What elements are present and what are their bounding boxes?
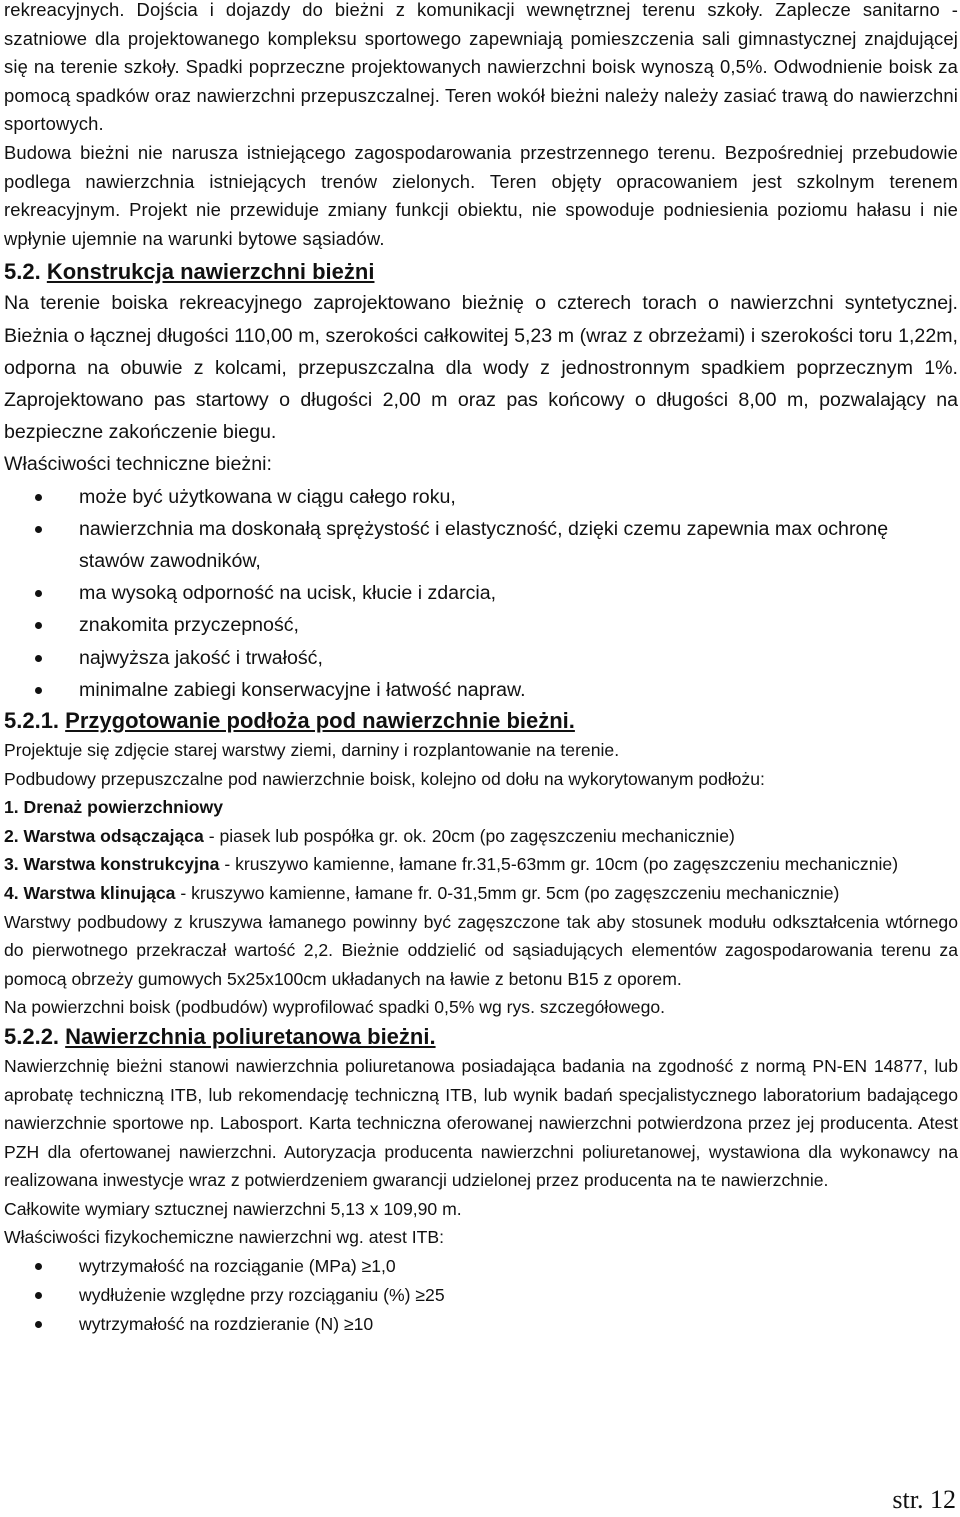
technical-properties-heading: Właściwości techniczne bieżni: [4,453,272,476]
intro-paragraph-1-tail: Odwodnienie boisk za pomocą spadków oraz nawierzchni przepuszczalnej. Teren wokół bieżni należy należy zasiać trawą do nawierzchni sportowych. [4,56,958,135]
list-item: minimalne zabiegi konserwacyjne i łatwość napraw. [4,674,958,706]
section-number: 5.2.1. [4,707,60,733]
section-number: 5.2. [4,259,41,285]
layer-label: 2. Warstwa odsączająca [4,825,204,846]
intro-paragraph-1-lead: rekreacyjnych. Dojścia i dojazdy do bieżni z komunikacji wewnętrznej terenu szkoły. Zaplecze sanitarno - szatniowe dla projektowanego kompleksu sportowego zapewniają pomieszczenia sali gimnastycznej znajdującej się na terenie szkoły. Spadki poprzeczne projektowanych nawierzchni boisk wynoszą 0,5%. [4,0,958,78]
section-title: Nawierzchnia poliuretanowa bieżni. [65,1023,436,1049]
layer-item [4,822,958,851]
section-5-2-heading [4,257,958,287]
list-item: wytrzymałość na rozciąganie (MPa) ≥1,0 [4,1252,958,1281]
physicochemical-properties-heading: Właściwości fizykochemiczne nawierzchni wg. atest ITB: [4,1227,444,1248]
list-item: ma wysoką odporność na ucisk, kłucie i zdarcia, [4,577,958,609]
intro-paragraph-2: Budowa bieżni nie narusza istniejącego zagospodarowania przestrzennego terenu. Bezpośredniej przebudowie podlega nawierzchnia istniejących trenów zielonych. Teren objęty opracowaniem jest szkolnym terenem rekreacyjnym. Projekt nie przewiduje zmiany funkcji obiektu, nie spowoduje podniesienia poziomu hałasu i nie wpłynie ujemnie na warunki bytowe sąsiadów. [4,141,958,249]
list-item: wytrzymałość na rozdzieranie (N) ≥10 [4,1310,958,1339]
physicochemical-properties-list [4,1252,958,1339]
section-title: Przygotowanie podłoża pod nawierzchnie bieżni. [65,707,575,733]
section-5-2-paragraph: Na terenie boiska rekreacyjnego zaprojektowano bieżnię o czterech torach o nawierzchni syntetycznej. Bieżnia o łącznej długości 110,00 m, szerokości całkowitej 5,23 m (wraz z obrzeżami) i szerokości toru 1,22m, odporna na obuwie z kolcami, przepuszczalna dla wody z jednostronnym spadkiem poprzecznym 1%. Zaprojektowano pas startowy o długości 2,00 m oraz pas końcowy o długości 8,00 m, pozwalający na bezpieczne zakończenie biegu. [4,292,958,444]
list-item: może być użytkowana w ciągu całego roku, [4,481,958,513]
section-5-2-2-paragraph-2: Całkowite wymiary sztucznej nawierzchni 5,13 x 109,90 m. [4,1198,462,1219]
section-5-2-2-paragraph-1: Nawierzchnię bieżni stanowi nawierzchnia poliuretanowa posiadająca badania na zgodność z normą PN-EN 14877, lub aprobatę techniczną ITB, lub rekomendację techniczną ITB, lub wynik badań specjalistycznego laboratorium badającego nawierzchnie sportowe np. Labosport. Karta techniczna oferowanej nawierzchni potwierdzona przez jej producenta. Atest PZH dla ofertowanej nawierzchni. Autoryzacja producenta nawierzchni poliuretanowej, wystawiona dla wykonawcy na realizowana inwestycje wraz z potwierdzeniem gwarancji udzielonej przez producenta na te nawierzchnie. [4,1055,958,1191]
layer-label: 3. Warstwa konstrukcyjna [4,854,220,875]
page-number: str. 12 [892,1485,956,1514]
layer-description: - kruszywo kamienne, łamane fr. 0-31,5mm gr. 5cm (po zagęszczeniu mechanicznie) [175,882,840,903]
technical-properties-list [4,481,958,706]
section-5-2-1-paragraph-2: Na powierzchni boisk (podbudów) wyprofilować spadki 0,5% wg rys. szczegółowego. [4,997,666,1018]
section-5-2-1-line-2: Podbudowy przepuszczalne pod nawierzchnie boisk, kolejno od dołu na wykorytowanym podłożu: [4,768,765,789]
layer-item [4,793,958,822]
list-item: nawierzchnia ma doskonałą sprężystość i elastyczność, dzięki czemu zapewnia max ochronę stawów zawodników, [4,513,958,577]
intro-paragraph-1 [4,0,958,139]
layer-item [4,850,958,879]
list-item: znakomita przyczepność, [4,609,958,641]
list-item: najwyższa jakość i trwałość, [4,642,958,674]
layer-label: 1. Drenaż powierzchniowy [4,797,223,818]
section-title: Konstrukcja nawierzchni bieżni [46,259,375,285]
layer-label: 4. Warstwa klinująca [4,882,176,903]
section-5-2-1-line-1: Projektuje się zdjęcie starej warstwy ziemi, darniny i rozplantowanie na terenie. [4,739,620,760]
section-5-2-1-paragraph-1: Warstwy podbudowy z kruszywa łamanego powinny być zagęszczone tak aby stosunek modułu odkształcenia wtórnego do pierwotnego przekraczał wartość 2,2. Bieżnie oddzielić od sąsiadujących elementów zagospodarowania terenu za pomocą obrzeży gumowych 5x25x100cm układanych na ławie z betonu B15 z oporem. [4,911,958,989]
layer-description: - piasek lub pospółka gr. ok. 20cm (po zagęszczeniu mechanicznie) [203,825,735,846]
list-item: wydłużenie względne przy rozciąganiu (%) ≥25 [4,1281,958,1310]
layer-description: - kruszywo kamienne, łamane fr.31,5-63mm gr. 10cm (po zagęszczeniu mechanicznie) [219,854,899,875]
document-page [4,0,958,1339]
section-5-2-2-heading [4,1022,958,1052]
layer-item [4,879,958,908]
section-number: 5.2.2. [4,1023,60,1049]
section-5-2-1-heading [4,706,958,736]
